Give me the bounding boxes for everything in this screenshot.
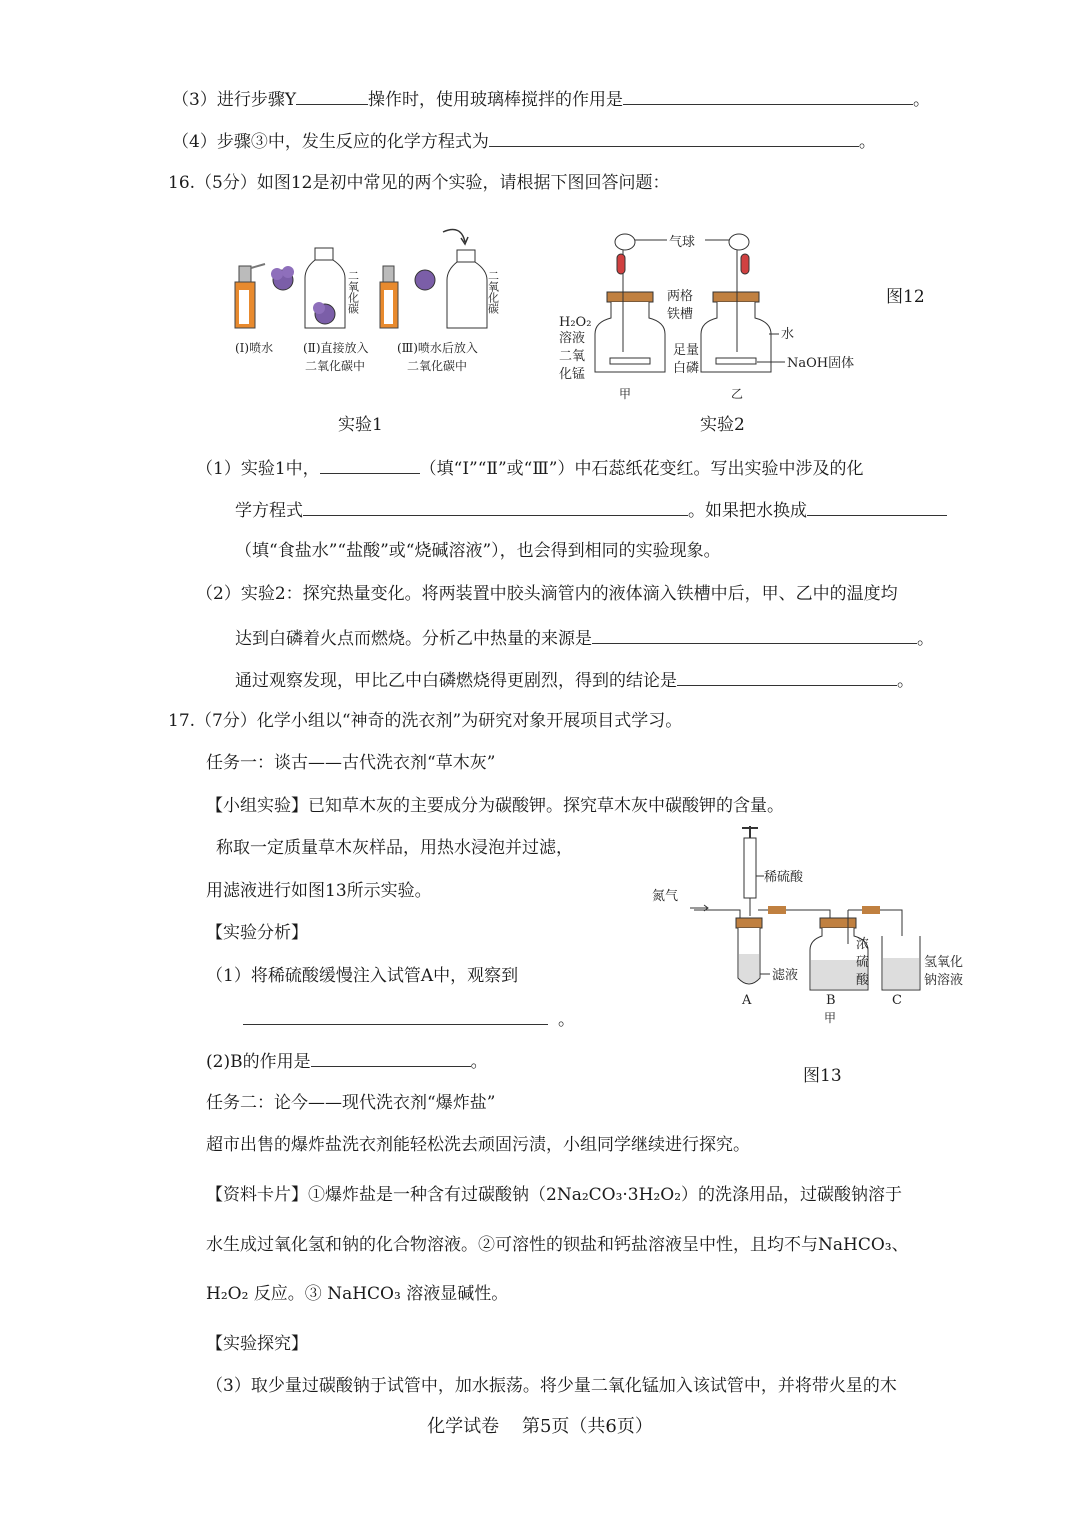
naoh-label: NaOH固体: [787, 356, 855, 371]
answer-blank[interactable]: [807, 497, 947, 516]
syringe-icon: [742, 826, 758, 916]
bottle-icon: [447, 250, 487, 328]
group-experiment: 【小组实验】已知草木灰的主要成分为碳酸钾。探究草木灰中碳酸钾的含量。: [206, 796, 784, 816]
q15-3-line: （3）进行步骤Y 操作时，使用玻璃棒搅拌的作用是 。: [172, 86, 930, 112]
answer-blank[interactable]: [623, 86, 913, 105]
q16-2-line2: 达到白磷着火点而燃烧。分析乙中热量的来源是 。: [235, 625, 934, 651]
answer-blank[interactable]: [489, 128, 859, 147]
litmus-flower-icon: [415, 270, 435, 290]
naoh-solution-label-2: 钠溶液: [924, 973, 964, 988]
litmus-flower-icon: [271, 266, 294, 290]
spray-bottle-icon: [235, 264, 265, 328]
label-2b: 二氧化碳中: [305, 359, 366, 373]
q17-1-line: （1）将稀硫酸缓慢注入试管A中，观察到: [206, 966, 519, 986]
experiment2-title: 实验2: [700, 415, 745, 435]
label-3b: 二氧化碳中: [407, 359, 468, 373]
q15-3-text2: 操作时，使用玻璃棒搅拌的作用是: [368, 90, 624, 110]
task2-title: 任务二：论今——现代洗衣剂“爆炸盐”: [206, 1093, 496, 1113]
answer-blank[interactable]: [592, 625, 917, 644]
experiment-line2: 用滤液进行如图13所示实验。: [206, 881, 432, 901]
q17-2-line: (2)B的作用是 。: [206, 1048, 488, 1074]
page-footer: 化学试卷 第5页（共6页）: [427, 1416, 653, 1437]
label-yi: 乙: [731, 387, 744, 401]
label-c: C: [892, 993, 902, 1008]
explore-heading: 【实验探究】: [206, 1334, 308, 1354]
q16-heading: 16.（5分）如图12是初中常见的两个实验，请根据下图回答问题：: [168, 173, 670, 193]
apparatus-yi: [701, 234, 771, 372]
phosphorus-label-1: 足量: [673, 343, 700, 358]
analysis-heading: 【实验分析】: [206, 923, 308, 943]
filtrate-label: 滤液: [772, 968, 799, 983]
q15-4-line: （4）步骤③中，发生反应的化学方程式为 。: [172, 128, 876, 154]
answer-blank[interactable]: [311, 1048, 471, 1067]
spray-bottle-icon: [380, 266, 398, 328]
data-card-line2: 水生成过氧化氢和钠的化合物溶液。②可溶性的钡盐和钙盐溶液呈中性，且均不与NaHCO₃、: [206, 1235, 909, 1255]
experiment-line1: 称取一定质量草木灰样品，用热水浸泡并过滤，: [216, 838, 573, 858]
figure12-caption: 图12: [886, 287, 925, 307]
q17-3-line: （3）取少量过碳酸钠于试管中，加水振荡。将少量二氧化锰加入该试管中，并将带火星的木: [206, 1376, 897, 1396]
figure13-caption: 图13: [803, 1066, 842, 1086]
conc-acid-label-2: 硫: [856, 955, 870, 970]
q16-2-line: （2）实验2：探究热量变化。将两装置中胶头滴管内的液体滴入铁槽中后，甲、乙中的温度均: [196, 584, 898, 604]
answer-blank[interactable]: [243, 1006, 548, 1025]
q17-1-answer-line: 。: [243, 1006, 575, 1032]
formula: 2Na₂CO₃·3H₂O₂: [546, 1185, 682, 1205]
formula: NaHCO₃: [327, 1284, 401, 1304]
balloon-label: 气球: [669, 235, 696, 250]
bottle-icon: [305, 248, 345, 328]
q16-1-line2: 学方程式 。如果把水换成: [235, 497, 947, 523]
trough-label-2: 铁槽: [667, 307, 694, 322]
data-card-line1: 【资料卡片】①爆炸盐是一种含有过碳酸钠（2Na₂CO₃·3H₂O₂）的洗涤用品，过碳酸钠溶于: [206, 1185, 903, 1205]
answer-blank[interactable]: [320, 455, 420, 474]
experiment1-figure: [225, 220, 515, 380]
figure13-apparatus: [650, 824, 980, 1029]
nitrogen-label: 氮气: [652, 889, 679, 904]
answer-blank[interactable]: [677, 667, 897, 686]
water-label: 水: [781, 327, 795, 342]
apparatus-jia: [595, 234, 665, 372]
data-card-line3: H₂O₂ 反应。③ NaHCO₃ 溶液显碱性。: [206, 1284, 509, 1304]
co2-label: 二氧化碳: [346, 270, 360, 314]
label-3a: (Ⅲ)喷水后放入: [397, 341, 478, 355]
q15-3-text: （3）进行步骤Y: [172, 90, 297, 110]
label-1: (Ⅰ)喷水: [235, 341, 274, 355]
experiment1-title: 实验1: [338, 415, 383, 435]
label-2a: (Ⅱ)直接放入: [303, 341, 369, 355]
beaker-c: [882, 936, 920, 990]
test-tube-a: [736, 918, 762, 984]
conc-acid-label-3: 酸: [856, 973, 870, 988]
q15-4-text: （4）步骤③中，发生反应的化学方程式为: [172, 132, 489, 152]
mno2-label-1: 二氧: [559, 349, 586, 364]
co2-label: 二氧化碳: [486, 270, 500, 314]
answer-blank[interactable]: [303, 497, 688, 516]
q16-2-line3: 通过观察发现，甲比乙中白磷燃烧得更剧烈，得到的结论是 。: [235, 667, 914, 693]
q16-1-line: （1）实验1中， （填“I”“Ⅱ”或“Ⅲ”）中石蕊纸花变红。写出实验中涉及的化: [196, 455, 863, 481]
naoh-solution-label-1: 氢氧化: [924, 955, 964, 970]
experiment2-figure: [555, 222, 865, 402]
q17-heading: 17.（7分）化学小组以“神奇的洗衣剂”为研究对象开展项目式学习。: [168, 711, 683, 731]
label-jia: 甲: [824, 1011, 837, 1025]
mno2-label-2: 化锰: [559, 367, 586, 382]
conc-acid-label-1: 浓: [856, 937, 870, 952]
task2-description: 超市出售的爆炸盐洗衣剂能轻松洗去顽固污渍，小组同学继续进行探究。: [206, 1135, 750, 1155]
q16-1-line3: （填“食盐水”“盐酸”或“烧碱溶液”），也会得到相同的实验现象。: [235, 541, 721, 561]
trough-label-1: 两格: [667, 289, 694, 304]
h2o2-label: H₂O₂: [559, 315, 592, 330]
task1-title: 任务一：谈古——古代洗衣剂“草木灰”: [206, 753, 496, 773]
label-jia: 甲: [619, 387, 632, 401]
answer-blank[interactable]: [296, 86, 368, 105]
phosphorus-label-2: 白磷: [673, 361, 700, 376]
label-a: A: [742, 993, 752, 1008]
formula: H₂O₂: [206, 1284, 249, 1304]
formula: NaHCO₃: [818, 1235, 892, 1255]
label-b: B: [826, 993, 836, 1008]
acid-label: 稀硫酸: [764, 870, 804, 885]
solution-label: 溶液: [559, 331, 586, 346]
